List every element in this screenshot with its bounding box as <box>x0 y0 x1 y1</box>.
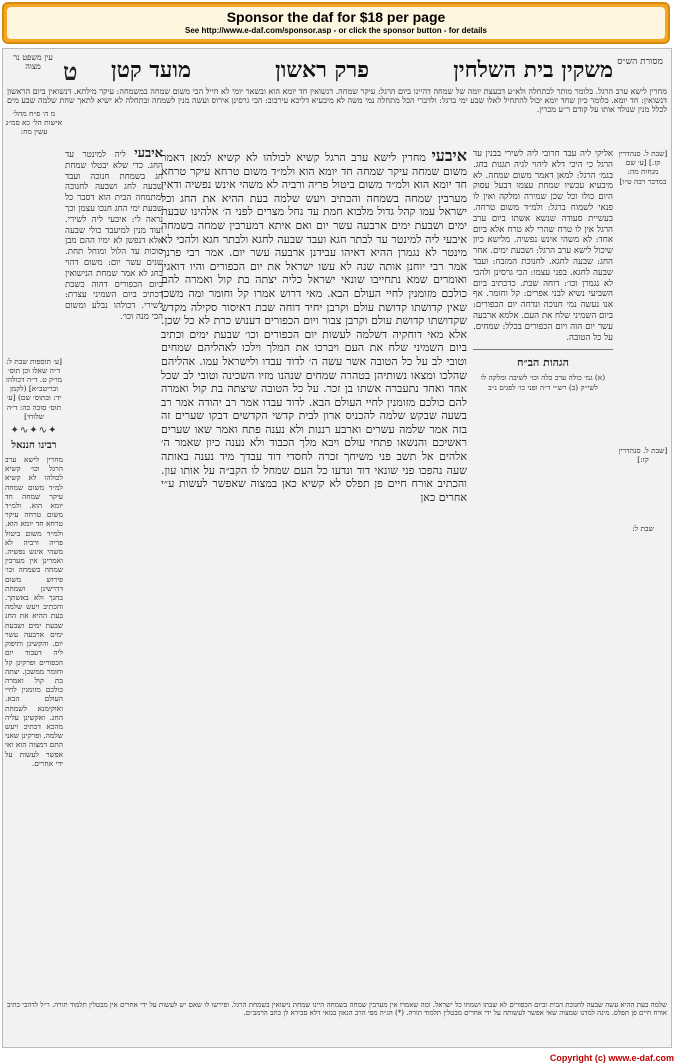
gemara-closing: והכתיב אורח חיים פן תפלס לא קשיא כאן במצוה שאפשר לעשות ע״י אחרים כאן <box>161 477 467 504</box>
mesechta-title: מועד קטן <box>111 57 192 83</box>
left-margin-column <box>5 89 63 1029</box>
ornament-divider: ✦∿✦∿✦ <box>10 425 58 437</box>
rashi-column <box>473 149 613 1029</box>
margin-ref-2: [שבת ל. סנהדרין קז:] <box>618 445 668 465</box>
masoret-hashas-heading: מסורת הש״ס <box>617 57 663 67</box>
gemara-text <box>161 149 467 504</box>
talmud-page <box>2 48 672 1048</box>
bottom-notes-text: שלמה בעת ההיא עשה שבעה לחנוכת הבית וביום הכפורים לא שבתו ושמחו כל ישראל. ומה שאמרו אין מערבין שמחה בשמחה היינו שמחת נישואין בשמחת הרגל. ופירשו לו שאם יש לעשות על ידי אחרים אין מבטלין תלמוד תורה. ר״ל לדהכי כתיב אורח חיים פן תפלס. מינה למדנו שמצוה שאי אפשר לעשותה על ידי אחרים מבטלין תלמוד תורה. (*) הג״ה מפי הרב הגאון במאי דלא סבירא לן כתב הרמב״ם. <box>7 1001 667 1017</box>
sponsor-banner-inner <box>7 7 665 39</box>
running-head: משקין בית השלחין <box>453 57 613 83</box>
sponsor-banner[interactable] <box>2 2 670 44</box>
rashi-top-text: מחרין לישא ערב הרגל. כלומר מותר לכתחלה ולא״ע דבעצת יומה של שמחה דהיינו ביום הרגל: עיקר שמחה. דנשואין חד יומא הוא ובשאר יומי לא חייל הכי משום שמחה במשמחה: עיקר מילתא. דנשואין ביום הראשון דנשואין: חד יומא. כלומר כיון שחד יומא יכול להתחיל לאלו שבע ימי ברגל: ולדברי הכל מתחלה נמי משה לא מיבעיא דליכא עירבוב: הכי גרסינן אירוס ועשה מנין לשמחה ובתחלה לא ישיא לתאך שחת שלמה שבע מים לכלל מנין שנולד אותו על קודם ר״ע מכרין. <box>7 87 667 114</box>
rabbenu-chananel-title: רבינו חננאל <box>11 440 57 452</box>
tosafot-text <box>65 149 163 323</box>
hagahot-text: (א) גמ׳ כולה ערב כלה וכו׳ לשיבה ומלקה לו לשי״ק (ב) רש״י ד״ה ופני כו׳ לפגים נ״ב <box>480 373 606 392</box>
hagahot-title: הגהות הב״ח <box>517 356 569 370</box>
sponsor-banner-title: Sponsor the daf for $18 per page <box>226 9 446 25</box>
rabbenu-chananel-text: מחרין לישא ערב הרגל וכו׳ קשיא לכולהו לא קשיא למ״ד משום שמחה עיקר שמחה חד יומא הוא. ולמ״ד משום טרחה עיקר טרחא חד יומא הוא. ולמ״ד משום ביטול פריה ורביה לא משהי אינש נפשיה. ואמרינן אין מערבין שמחה בשמחה וכו׳ פירוש משום דדרשינן ושמחת בחגך ולא באשתך. והכתיב ויעש שלמה בעת ההיא את החג שבעת ימים ושבעת ימים ארבעה עשר יום. והקשינן ותיפוק ליה דעבוד יום הכפורים ופרקינן קל וחומר ממשכן. יצתה בת קול ואמרה כולכם מזומנין לחיי העולם הבא. ואוקימנא לשמחת החג. ואקשינן עליה מהכא דכתיב ויעש שלמה. ופרקינן שאני התם דמצוה הוא ואי אפשר לעשות על ידי אחרים. <box>5 455 63 768</box>
tosafot-column <box>65 149 163 1029</box>
rashi-commentary: אליקי ליה עבד חרובי ליה לשירי בבנין עד הרגל כי היכי דלא ליהוי לגיה תגנות בחג. בגמ׳ הרגל: למאן דאמר משום שמחה. לא מיבעיא עכשיו שמחת עצמו דבעל עסוק היום כולו וכל שכן שמירה ומלקה ואין לו פנאי לשמוח ברגל: ולמ״ד משום טרחה. בעשיית סעודה שנשא אשתו ביום ערב הרגל אין לו טרח שהרי לא טרח אלא ביום אחד: לא משהי אינש נפשיה. מלישא כיון שיכול לישא ערב הרגל: ושבעת ימים. אחר החג: שבעה לחגא. לחנוכת המזבח: ועבד שבעה לחגא. בפני עצמו: הכי גרסינן ולהכי לא נגמרן וכו׳: דוחה שבת. כדכתיב ביום השביעי נשיא לבני אפרים: קל וחומר. אף אנו נעשה נמי חנוכה ונדחה יום הכפורים: ביום השמיני שלח את העם. אלמא ארבעה עשר יום הוה ויום הכפורים בכלל: שמחים. על כל הטובה. <box>473 149 613 343</box>
copyright-notice[interactable]: Copyright (c) www.e-daf.com <box>549 1053 674 1063</box>
gemara-opening-word: איבעי <box>431 149 467 165</box>
gemara-opening: מחרין לישא ערב הרגל קשיא לכולהו לא קשיא למאן דאמר משום שמחה עיקר שמחה חד יומא הוא ולמ״ד משום טרחא עיקר טרחא חד יומא הוא ולמ״ד משום ביטול פריה ורביה לא משהי אינש נפשיה ודאין מערבין שמחה בשמחה והכתיב ויעש שלמה בעת ההיא את החג וכל ישראל עמו קהל גדול מלבוא חמת עד נחל מצרים לפני ה׳ אלהינו שבעת ימים ושבעת ימים ארבעה עשר יום ואם איתא דמערבין שמחה בשמחה איבעי ליה למינטר עד לבתר חגא ועבד שבעה לחגא ולבתר חגא ולהכי לא מינטר לא נגמרן ההיא דאיהו עבידנן ארבעה עשר יום. <box>161 151 467 260</box>
ein-mishpat-text: מ ה׳ פ״ח מהל׳ אישות הל׳ כא סמ״ג עשין מח: <box>5 109 63 137</box>
page-header <box>111 55 613 85</box>
margin-ref-1: [שבת ל. סנהדרין קז.] [ע׳ שם מנחות מה: במדבר רבה ט״ו] <box>618 149 668 186</box>
margin-ref-3: שבת ל: <box>632 524 654 534</box>
margin-notes: [ע׳ תוספות שבת ל: ד״ה שאלו וכן תוס׳ מו״ק ט. ד״ה דכולהו ובריטב״א] (לקמן יד: ובתוס׳ שם) [ע׳ תוס׳ סוכה כה: ד״ה שלוחי] <box>5 356 63 421</box>
gemara-column <box>161 149 467 1029</box>
tosafot-body: ליה למינטר עד החג. כדי שלא יבטלו שמחת חג בשמחת חנוכה ועבד שבעה לחג ושבעה לחנוכה ומתמחה הבית הוא דסבר כל שבעת ימי החג חנכו עצמן וכך נראה לי: איבעי ליה לשירי. ועוד מנין למיעבד כולי שבעה אלא דנפשן לא ימיו ההם מבן סוכות עד הלול ומוחל תחת. שנים עשר יום: משום דהוי בחג לא אמר שמחת הנישואין ביום הכפורים דהוה כשבת דכתיב ביום השמיני עצרת: לשירי. דכולהו נבלע ומשום הכי מנה וכו׳. <box>65 150 163 322</box>
right-margin-references <box>617 89 669 1029</box>
gemara-body: אמר רבי פרנך אמר רבי יוחנן אותה שנה לא עשו ישראל את יום הכפורים והיו דואגין ואומרים שמא נתחייבו שונאי ישראל כליה יצתה בת קול ואמרה להם כולכם מזומנין לחיי העולם הבא. מאי דרוש אמרו קל וחומר ומה משכן שאין קדושתו קדושת עולם וקרבן יחיד דוחה שבת דאיסור סקילה מקדש שקדושתו קדושת עולם וקרבן צבור ויום הכפורים דענוש כרת לא כל שכן. אלא מאי דוחקיה דשלמה לעשות יום הכפורים וכו׳ שבעת ימים וכתיב ביום השמיני שלח את העם ויברכו את המלך וילכו לאהליהם שמחים וטובי לב על כל הטובה אשר עשה ה׳ לדוד עבדו ולישראל עמו. אהליהם שהלכו ומצאו נשותיהן בטהרה שמחים שנהנו מזיו השכינה וטובי לב שכל אחד ואחד נתעברה אשתו בן זכר. על כל הטובה שיצתה בת קול ואמרה להם כולכם מזומנין לחיי העולם הבא. לדוד עבדו אמר רב יהודה אמר רב בשעה שבקש שלמה להכניס ארון לבית קדשי הקדשים דבקו שערים זה בזה אמר שלמה עשרים וארבע רננות ולא נענה פתח ואמר שאו שערים ראשיכם והנשאו פתחי עולם ויבא מלך הכבוד ולא נענה כיון שאמר ה׳ אלהים אל תשב פני משיחך זכרה לחסדי דוד עבדך מיד נענה באותה שעה נהפכו פני שונאי דוד ונדעו כל העם שמחל לו הקב״ה על אותו עון. <box>161 246 467 477</box>
rashi-top-band <box>7 87 667 143</box>
tosafot-dibur: איבעי <box>134 149 163 161</box>
perek-title: פרק ראשון <box>275 57 370 83</box>
daf-number: ט <box>63 57 78 86</box>
bottom-notes <box>7 1001 667 1041</box>
sponsor-banner-subtitle[interactable]: See http://www.e-daf.com/sponsor.asp - or click the sponsor button - for details <box>185 26 487 35</box>
ein-mishpat-heading: עין משפט נר מצוה <box>13 53 53 71</box>
divider <box>473 349 613 350</box>
